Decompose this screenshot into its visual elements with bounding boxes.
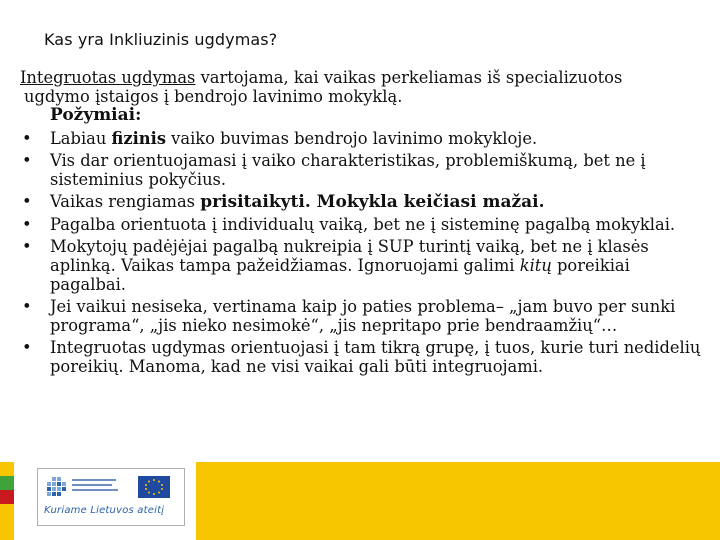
list-item xyxy=(20,129,710,148)
list-item xyxy=(20,192,710,212)
item-text: Integruotas ugdymas orientuojasi į tam tikrą grupę, į tuos, kurie turi nedidelių poreikių. Manoma, kad ne visi vaikai gali būti integruojami. xyxy=(50,338,701,376)
item-italic: kitų xyxy=(519,256,552,275)
list-item xyxy=(20,215,710,234)
flag-stripe-green xyxy=(0,476,14,490)
intro-rest: vartojama, kai vaikas perkeliamas iš specializuotos xyxy=(195,68,623,87)
bullet-icon: • xyxy=(22,215,32,234)
bullet-icon: • xyxy=(22,338,32,357)
list-item xyxy=(20,151,710,189)
bullet-icon: • xyxy=(22,192,32,211)
item-text: Vis dar orientuojamasi į vaiko charakteristikas, problemiškumą, bet ne į sisteminius pokyčius. xyxy=(50,151,646,189)
intro-line-2: ugdymo įstaigos į bendrojo lavinimo mokyklą. xyxy=(24,87,403,106)
partner-logo xyxy=(37,468,185,526)
bullet-icon: • xyxy=(22,297,32,316)
item-text: Pagalba orientuota į individualų vaiką, bet ne į sisteminę pagalbą mokyklai. xyxy=(50,215,676,234)
item-text: poreikiai pagalbai. xyxy=(50,256,630,294)
slide-body xyxy=(20,68,710,379)
flag-stripe-red xyxy=(0,490,14,504)
intro-term: Integruotas ugdymas xyxy=(20,68,196,87)
footer-logo-area xyxy=(14,462,196,540)
features-list xyxy=(20,129,710,376)
bullet-icon: • xyxy=(22,237,32,256)
logo-caption: Kuriame Lietuvos ateitį xyxy=(44,505,165,516)
list-item xyxy=(20,338,710,376)
footer-yellow-band xyxy=(196,462,720,540)
bullet-icon: • xyxy=(22,129,32,148)
flag-stripe-yellow xyxy=(0,462,14,476)
item-text: vaiko buvimas bendrojo lavinimo mokykloje. xyxy=(166,129,538,148)
item-text: Vaikas rengiamas xyxy=(50,192,201,211)
item-bold: fizinis xyxy=(111,129,166,148)
features-heading: Požymiai: xyxy=(50,105,142,125)
list-item xyxy=(20,297,710,335)
footer-stripe-yellow xyxy=(0,504,14,540)
item-text: Labiau xyxy=(50,129,112,148)
item-bold: prisitaikyti. Mokykla keičiasi mažai. xyxy=(200,192,545,212)
slide-title: Kas yra Inkliuzinis ugdymas? xyxy=(44,30,278,49)
bullet-icon: • xyxy=(22,151,32,170)
esf-logo-icon xyxy=(38,471,184,505)
intro-line xyxy=(20,68,710,87)
list-item xyxy=(20,237,710,294)
item-text: Jei vaikui nesiseka, vertinama kaip jo paties problema– „jam buvo per sunki programa“, „jis nieko nesimokė“, „jis nepritapo prie bendraamžių“… xyxy=(50,297,676,335)
item-text: Mokytojų padėjėjai pagalbą nukreipia į SUP turintį vaiką, bet ne į klasės aplinką. Vaikas tampa pažeidžiamas. Ignoruojami galimi xyxy=(50,237,649,275)
